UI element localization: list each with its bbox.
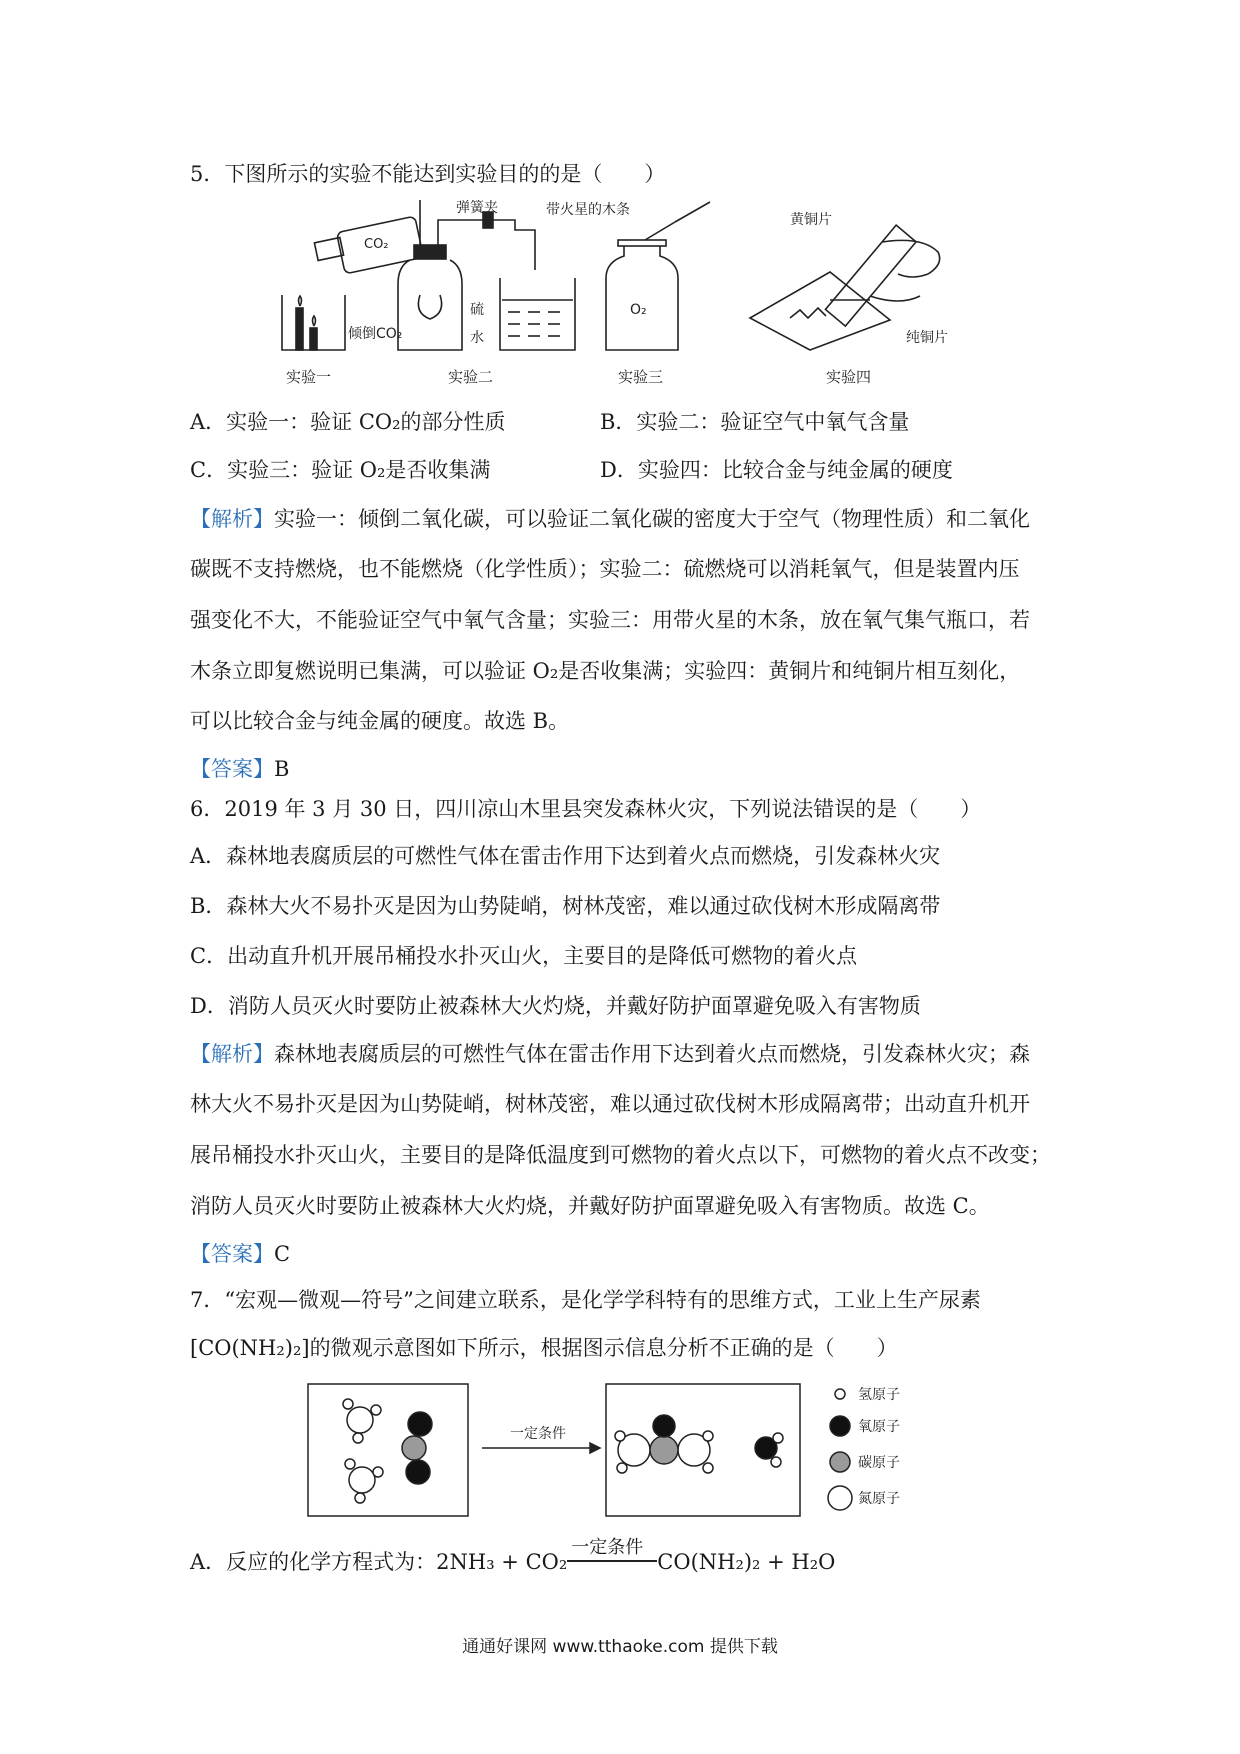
exp4-label: 实验四 (826, 368, 872, 386)
page-footer: 通通好课网 www.tthaoke.com 提供下载 (462, 1637, 778, 1657)
q6-analysis-line-1: 【解析】森林地表腐质层的可燃性气体在雷击作用下达到着火点而燃烧，引发森林火灾；森 (190, 1042, 1030, 1066)
exp3-label: 实验三 (618, 368, 664, 386)
legend-oxygen: 氧原子 (858, 1419, 900, 1435)
exp3-gas-label: O₂ (630, 302, 647, 318)
reaction-condition-arrow: 一定条件 (567, 1548, 657, 1576)
q6-analysis-line-2: 林大火不易扑灭是因为山势陡峭，树林茂密，难以通过砍伐树木形成隔离带；出动直升机开 (190, 1092, 1030, 1116)
q6-option-d: D．消防人员灭火时要防止被森林大火灼烧，并戴好防护面罩避免吸入有害物质 (190, 994, 921, 1018)
exp2-sulfur-label: 硫 (470, 302, 484, 318)
exp2-apparatus (398, 200, 575, 350)
q5-option-b: B．实验二：验证空气中氧气含量 (600, 410, 910, 434)
q6-analysis-line-3: 展吊桶投水扑灭山火，主要目的是降低温度到可燃物的着火点以下，可燃物的着火点不改变； (190, 1143, 1051, 1167)
exp4-copper-label: 纯铜片 (906, 330, 948, 346)
q6-analysis-tag: 【解析】 (190, 1042, 274, 1066)
arrow-label: 一定条件 (510, 1426, 566, 1442)
q6-option-c: C．出动直升机开展吊桶投水扑灭山火，主要目的是降低可燃物的着火点 (190, 944, 858, 968)
q5-analysis-line-2: 碳既不支持燃烧，也不能燃烧（化学性质）；实验二：硫燃烧可以消耗氧气，但是装置内压 (190, 557, 1020, 581)
q6-analysis-line-4: 消防人员灭火时要防止被森林大火灼烧，并戴好防护面罩避免吸入有害物质。故选 C。 (190, 1194, 990, 1218)
legend-nitrogen: 氮原子 (858, 1491, 900, 1507)
q6-option-a: A．森林地表腐质层的可燃性气体在雷击作用下达到着火点而燃烧，引发森林火灾 (190, 844, 941, 868)
q7-stem-line-1: 7．“宏观—微观—符号”之间建立联系，是化学学科特有的思维方式，工业上生产尿素 (190, 1288, 981, 1312)
legend-carbon: 碳原子 (858, 1455, 900, 1471)
exp2-clip-label: 弹簧夹 (456, 200, 498, 216)
q5-analysis-line-1: 【解析】实验一：倾倒二氧化碳，可以验证二氧化碳的密度大于空气（物理性质）和二氧化 (190, 507, 1030, 531)
exp4-brass-label: 黄铜片 (790, 212, 832, 228)
exp1-label: 实验一 (286, 368, 332, 386)
q5-option-c: C．实验三：验证 O₂是否收集满 (190, 458, 491, 482)
q7-figure (300, 1380, 960, 1520)
q5-option-a: A．实验一：验证 CO₂的部分性质 (190, 410, 506, 434)
exp2-water-label: 水 (470, 330, 484, 346)
legend-carbon-icon (830, 1452, 850, 1472)
q5-option-d: D．实验四：比较合金与纯金属的硬度 (600, 458, 953, 482)
q6-answer-tag: 【答案】 (190, 1242, 274, 1266)
q5-analysis-tag: 【解析】 (190, 507, 274, 531)
q5-analysis-line-5: 可以比较合金与纯金属的硬度。故选 B。 (190, 709, 570, 733)
q5-figure (270, 200, 990, 390)
q6-option-b: B．森林大火不易扑灭是因为山势陡峭，树林茂密，难以通过砍伐树木形成隔离带 (190, 894, 941, 918)
exp1-bottle-label: CO₂ (364, 237, 389, 252)
exp3-stick-label: 带火星的木条 (546, 202, 630, 218)
exp3-apparatus (606, 202, 710, 350)
legend-oxygen-icon (830, 1416, 850, 1436)
q7-option-a: A．反应的化学方程式为：2NH₃ + CO₂ 一定条件 CO(NH₂)₂ + H₂O (190, 1537, 836, 1574)
reactant-box (308, 1384, 468, 1516)
exp2-label: 实验二 (448, 368, 494, 386)
exp1-note: 倾倒CO₂ (348, 326, 403, 342)
q5-answer-tag: 【答案】 (190, 757, 274, 781)
legend-hydrogen: 氢原子 (858, 1387, 900, 1403)
q5-answer: 【答案】B (190, 757, 290, 781)
q5-analysis-line-4: 木条立即复燃说明已集满，可以验证 O₂是否收集满；实验四：黄铜片和纯铜片相互刻化， (190, 659, 1021, 683)
q6-stem: 6．2019 年 3 月 30 日，四川凉山木里县突发森林火灾，下列说法错误的是（ ） (190, 797, 982, 821)
legend-hydrogen-icon (835, 1389, 845, 1399)
q5-stem: 5．下图所示的实验不能达到实验目的的是（ ） (190, 162, 666, 186)
legend-nitrogen-icon (828, 1486, 852, 1510)
q6-answer: 【答案】C (190, 1242, 291, 1266)
q5-analysis-line-3: 强变化不大，不能验证空气中氧气含量；实验三：用带火星的木条，放在氧气集气瓶口，若 (190, 608, 1030, 632)
q7-stem-line-2: [CO(NH₂)₂]的微观示意图如下所示，根据图示信息分析不正确的是（ ） (190, 1336, 898, 1360)
